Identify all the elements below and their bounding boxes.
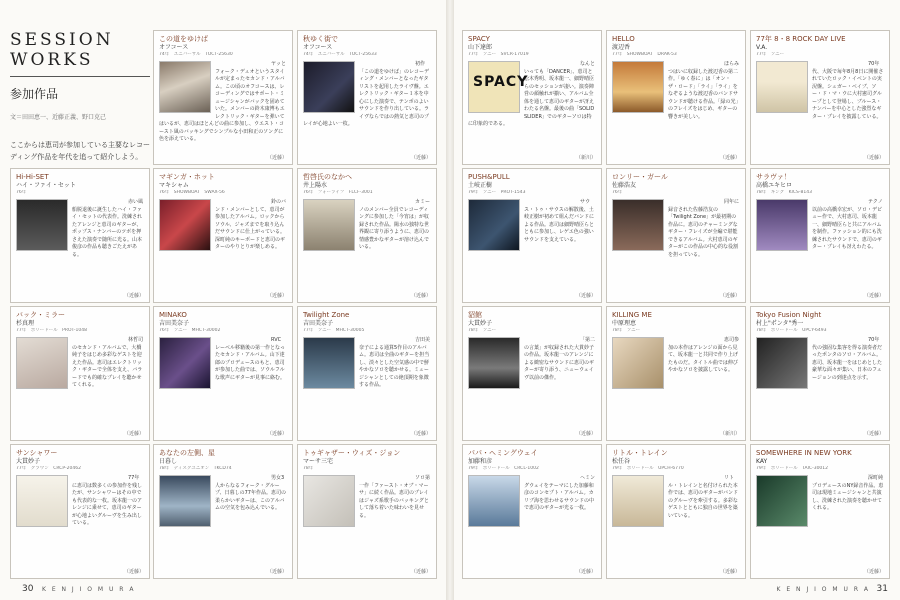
- album-title: この道をゆけば: [159, 35, 208, 43]
- review-author: （近藤）: [863, 431, 884, 437]
- review-author: （近藤）: [123, 293, 144, 299]
- album-meta: 74年 ユニバーサル TOCT-25633: [303, 52, 377, 57]
- album-artist: 松任谷: [612, 458, 631, 465]
- album-artist: 村上"ポンタ"秀一: [756, 320, 804, 327]
- album-title: Hi-Hi-SET: [16, 173, 49, 181]
- album-title: MINAKO: [159, 311, 187, 319]
- album-meta: 76年 SHOWBOAT SWAX-56: [159, 190, 225, 195]
- album-card: [153, 168, 293, 303]
- album-review: 77年に恵司は数多くの参加作を残したが、サンシャワーはその中でも代表的な一枚。坂本龍一のアレンジに乗せて、恵司のギターが心地よいグルーヴを生み出している。: [72, 475, 143, 526]
- album-meta: 78年 ディスクユニオン TKCD74: [159, 466, 232, 471]
- album-artist: オフコース: [303, 44, 333, 51]
- album-cover-image: [756, 475, 808, 527]
- album-card: [153, 306, 293, 441]
- album-cover-image: [612, 475, 664, 527]
- album-artist: 大貫妙子: [468, 320, 493, 327]
- album-cover-image: [16, 475, 68, 527]
- album-meta: 79年 ポリードール TAIC-30012: [756, 466, 829, 471]
- album-review: ヘミングウェイをテーマにした加藤和彦のコンセプト・アルバム。カリブ海を思わせるサウンドの中で恵司のギターが光る一枚。: [524, 475, 596, 511]
- review-author: （近藤）: [410, 293, 431, 299]
- review-author: （近藤）: [863, 569, 884, 575]
- album-cover-image: [468, 337, 520, 389]
- album-meta: 76年 フォーライフ FLCF-3001: [303, 190, 373, 195]
- album-review: 同年に録音された佐藤浩友の「Twilight Zone」が最初期の作品に。恵司のチャーミングなギター・フレイズが全編で堪能できるアルバム。大村恵司のギターがこの作品の中心的な役割を担っている。: [668, 199, 740, 258]
- album-meta: 78年 ソニー: [468, 328, 497, 333]
- album-cover-image: [159, 199, 211, 251]
- album-cover-image: [303, 61, 355, 113]
- album-meta: 78年 キング KICS-8143: [756, 190, 812, 195]
- footer-brand-left: K E N J I O M U R A: [42, 586, 136, 593]
- review-author: （近藤）: [266, 155, 287, 161]
- album-card: [462, 444, 602, 579]
- album-cover-image: [468, 475, 520, 527]
- album-meta: 78年 ポリードール UPCY-6493: [756, 328, 827, 333]
- album-cover-image: [468, 61, 529, 113]
- album-cover-image: [756, 337, 808, 389]
- album-card: [462, 30, 602, 165]
- album-artist: マキシャム: [159, 182, 189, 189]
- album-card: [750, 306, 890, 441]
- album-artist: オフコース: [159, 44, 189, 51]
- album-review: なんといっても「DANCER」、恵司と松木秀明、坂本龍一、細野晴臣らのセッションが凄い。演奏陣営の顔触れが揃い、アルバム全体を通して恵司のギターが冴えわたる名盤。最後の曲「SOLID SLIDER」でのギターソロは特に印象的である。: [468, 61, 596, 127]
- album-meta: 76年: [612, 190, 623, 195]
- album-title: 77年 8・8 ROCK DAY LIVE: [756, 35, 846, 43]
- album-artist: 吉田美奈子: [303, 320, 334, 327]
- album-cover-image: [756, 199, 808, 251]
- lead-text: ここからは恵司が参加している主要なレコーディング作品を年代を追って紹介しよう。: [10, 141, 150, 161]
- album-meta: 77年 ソニー MHCT-30005: [303, 328, 365, 333]
- review-author: （近藤）: [266, 431, 287, 437]
- album-title: 貂館: [468, 311, 482, 319]
- album-review: リトル・トレインと名付けられた本作では、恵司のギターがバンドのグルーヴを牽引する。多彩なゲストとともに独自の世界を築いている。: [668, 475, 738, 519]
- album-review: 男女3人からなるフォーク・グループ、日暮しの77年作品。恵司の柔らかいギターは、このアルバムの空気を包み込んでいる。: [215, 475, 286, 511]
- album-review: 林哲司のセカンド・アルバムで、大橋純子をはじめ多彩なゲストを迎えた作品。恵司はエレクトリック・ギターで全体を支え、バラードでも的確なプレイを聴かせてくれる。: [72, 337, 144, 388]
- album-card: [750, 168, 890, 303]
- album-artist: 加藤和彦: [468, 458, 493, 465]
- album-card: [297, 444, 437, 579]
- album-cover-image: [159, 61, 211, 113]
- album-title: HELLO: [612, 35, 635, 43]
- review-author: （近藤）: [719, 155, 740, 161]
- album-title: ロンリー・ガール: [612, 173, 668, 181]
- review-author: （近藤）: [123, 431, 144, 437]
- section-title-line2: WORKS: [10, 50, 94, 70]
- album-meta: 77年 ソニー: [756, 52, 785, 57]
- album-review: 「第二の言葉」が収録された大貫妙子の作品。坂本龍一のアレンジによる緻密なサウンドに恵司のギターが寄り添う、ニューウェイヴ以前の傑作。: [524, 337, 596, 381]
- album-card: [750, 30, 890, 165]
- album-card: [297, 306, 437, 441]
- album-review: ソロ第一作「ファースト・オブ・マーサ」に続く作品。恵司のプレイはジャズ系歌手のバッキングとして落ち着いた味わいを見せる。: [359, 475, 431, 519]
- album-meta: 79年 ポリードール CRCL-1002: [468, 466, 539, 471]
- album-cover-image: [303, 475, 355, 527]
- album-title: SOMEWHERE IN NEW YORK: [756, 449, 852, 457]
- album-title: Tokyo Fusion Night: [756, 311, 822, 319]
- album-card: [606, 30, 746, 165]
- album-meta: 76年: [16, 190, 27, 195]
- album-meta: 76年 ソニー MHCT-30002: [159, 328, 221, 333]
- album-artist: ハイ・ファイ・セット: [16, 182, 76, 189]
- album-artist: V.A.: [756, 44, 768, 51]
- review-author: （新川）: [575, 155, 596, 161]
- album-cover-image: [468, 199, 520, 251]
- album-title: あなたの左側、星: [159, 449, 215, 457]
- album-card: [10, 306, 150, 441]
- album-artist: 日暮し: [159, 458, 178, 465]
- album-card: [606, 444, 746, 579]
- footer-brand-right: K E N J I O M U R A: [776, 586, 870, 593]
- album-title: Twilight Zone: [303, 311, 350, 319]
- album-cover-image: [159, 475, 211, 527]
- album-card: [10, 168, 150, 303]
- review-author: （近藤）: [575, 293, 596, 299]
- album-title: KILLING ME: [612, 311, 652, 319]
- album-meta: 74年 ユニバーサル TOCT-25630: [159, 52, 233, 57]
- album-title: リトル・トレイン: [612, 449, 668, 457]
- album-review: ヤッとフォーク・デュオというスタイルが定まったセカンド・アルバム。この頃のオフコースは、レコーディングではサポート・ミュージシャンがバックを固めていた。メンバーの鈴木康博もエレクトリック・ギターを弾いてはいるが、恵司はほとんどの曲に参加し、ウエスト・コースト風のバッキングでシンプルな小田和正のソングに色を添えている。: [159, 61, 287, 142]
- album-title: サンシャワー: [16, 449, 58, 457]
- album-cover-image: [756, 61, 808, 113]
- album-card: [462, 306, 602, 441]
- section-title-line1: SESSION: [10, 30, 114, 50]
- book-gutter: [446, 0, 454, 600]
- album-review: 70年代の強固な集客を得る演奏者だったポンタのソロ・アルバム。恵司、坂本龍一をはじめとした豪華な面々が集い、日本のフュージョンの到達点を示す。: [812, 337, 883, 381]
- review-author: （近藤）: [266, 293, 287, 299]
- review-author: （新川）: [719, 431, 740, 437]
- album-title: パパ・ヘミングウェイ: [468, 449, 538, 457]
- album-review: 深町純プロデュースのNY録音作品。恵司は現地ミュージシャンと共演し、洗練された演奏を聴かせてくれる。: [812, 475, 884, 511]
- album-title: サラヴァ！: [756, 173, 791, 181]
- album-title: SPACY: [468, 35, 490, 43]
- album-cover-image: [303, 337, 355, 389]
- review-author: （近藤）: [123, 569, 144, 575]
- album-card: [750, 444, 890, 579]
- review-author: （近藤）: [266, 569, 287, 575]
- album-review: ほらみつはいに収録した渡辺香の第二作。「ゆく春に」は「オン・ザ・ロード」「ライ」「ライ」をなぞるような渡辺香のバンドサウンドが聴ける作品。「緑の光」のフレイズをはじめ、ギターの響きが美しい。: [668, 61, 740, 120]
- album-meta: 77年 SHOWBOAT DRAK-53: [612, 52, 677, 57]
- album-artist: KAY: [756, 458, 768, 465]
- review-author: （近藤）: [863, 293, 884, 299]
- album-cover-image: [612, 61, 664, 113]
- album-artist: 中原理恵: [612, 320, 637, 327]
- album-title: 秋ゆく街で: [303, 35, 338, 43]
- album-review: サウス・トゥ・サウスの解散後、土岐正樹が初めて組んだバンドによる作品。恵司は細野晴臣らとともに参加し、レゲエ色の強いサウンドを支えている。: [524, 199, 595, 243]
- album-review: テクノ以前の高橋幸宏が、ソロ・デビュー作で、大村恵司、坂本龍一、細野晴臣らと共にアルバムを制作。ファッション的にも洗練されたサウンドで、恵司のギター・プレイも冴えわたる。: [812, 199, 883, 250]
- album-artist: 杉真理: [16, 320, 35, 327]
- album-cover-image: [16, 199, 68, 251]
- album-meta: 77年 ソニー SVCR-17019: [468, 52, 529, 57]
- album-card: [153, 444, 293, 579]
- album-artist: 大貫妙子: [16, 458, 41, 465]
- album-artist: 佐藤浩友: [612, 182, 637, 189]
- album-meta: 79年 ポリードール UPCH-6770: [612, 466, 684, 471]
- album-artist: 井上陽水: [303, 182, 328, 189]
- left-page: [0, 0, 446, 600]
- album-review: 70年代、大阪で毎年8月8日に開催されていたロック・イベントの実況盤。シュガー・ベイブ、ソー・ド・マ・ウに大村憲司グループとして登場し、ブルース・ナンバーを中心とした強烈なギター・プレイを披露している。: [812, 61, 884, 120]
- album-meta: 77年 クラウン CRCP-20462: [16, 466, 81, 471]
- author-credit: 文＝田田恵一、近藤正義、野口克己: [10, 114, 107, 121]
- album-cover-image: [16, 337, 68, 389]
- album-title: トゥギャザー・ウィズ・ジョン: [303, 449, 401, 457]
- album-title: マギンガ・ホット: [159, 173, 215, 181]
- cover-lettering: SPACY: [473, 74, 529, 90]
- album-review: RVC レーベル移籍後の第一作となったセカンド・アルバム。山下達郎のプロデュースのもと、恵司が参加した曲では、ソウルフルな歌声にギターが見事に絡む。: [215, 337, 286, 381]
- album-review: 鈴のバンド・メンバーとして、恵司が参加したアルバム。ロックからソウル、ジャズまでを取り込んだサウンドに仕上がっている。深町純のキーボードと恵司のギターのやりとりが楽しめる。: [215, 199, 287, 250]
- review-author: （近藤）: [863, 155, 884, 161]
- album-cover-image: [159, 337, 211, 389]
- album-cover-image: [303, 199, 355, 251]
- album-review: 吉田美奈子による通算5作目のアルバム。恵司は全曲のギターを担当し、淡々とした空気感の中で鮮やかなソロを聴かせる。ミュージシャンとしての絶頂期を象徴する作品。: [359, 337, 431, 388]
- album-meta: 77年 ポリードール PROT-1048: [16, 328, 87, 333]
- album-card: [297, 30, 437, 165]
- album-card: [606, 168, 746, 303]
- intro-block: [10, 30, 150, 163]
- album-review: 初作「この道をゆけば」のレコーディング・メンバーとなったギタリストを起用したライヴ盤。エレクトリック・ギター１本を中心にした演奏で、テンポのよいサウンドを作り出している。ライヴならではの熱気と恵司のプレイが心地よい一枚。: [303, 61, 430, 127]
- album-review: 赤い風船脱退後に誕生したハイ・ファイ・セットの代表作。洗練されたアレンジと恵司のギターが、ポップス・ナンバーのツボを押さえた演奏で随所に光る。山本俊彦の作品も聴きごたえがある。: [72, 199, 144, 258]
- album-title: 哲啓氏のなかへ: [303, 173, 352, 181]
- review-author: （近藤）: [410, 155, 431, 161]
- album-artist: 土岐正樹: [468, 182, 493, 189]
- review-author: （近藤）: [410, 431, 431, 437]
- album-card: [297, 168, 437, 303]
- right-page: [454, 0, 900, 600]
- album-review: 恵司参加の本作はアレンジの面から見て、坂本龍一と共同で作り上げたものだ。タイトル曲では伸びやかなソロを披露している。: [668, 337, 740, 373]
- review-author: （近藤）: [719, 293, 740, 299]
- album-meta: 79年 ソニー PROT-1543: [468, 190, 526, 195]
- review-author: （近藤）: [575, 569, 596, 575]
- page-number-right: 31: [876, 584, 888, 594]
- album-title: PUSH&PULL: [468, 173, 510, 181]
- review-author: （近藤）: [719, 569, 740, 575]
- section-subtitle: 参加作品: [10, 87, 59, 101]
- page-number-left: 30: [22, 584, 34, 594]
- album-meta: 78年 ソニー: [612, 328, 641, 333]
- album-card: [10, 444, 150, 579]
- album-artist: 吉田美奈子: [159, 320, 190, 327]
- album-artist: 高橋ユキヒロ: [756, 182, 793, 189]
- album-artist: マーサ三宅: [303, 458, 334, 465]
- album-artist: 渡辺香: [612, 44, 631, 51]
- album-card: [153, 30, 293, 165]
- album-card: [606, 306, 746, 441]
- album-artist: 山下達郎: [468, 44, 493, 51]
- album-cover-image: [612, 199, 664, 251]
- album-meta: 78年: [303, 466, 314, 471]
- album-card: [462, 168, 602, 303]
- review-author: （近藤）: [410, 569, 431, 575]
- review-author: （近藤）: [575, 431, 596, 437]
- album-review: カミーノのメンバー全員でレコーディングに参加した「今宵は」が収録された作品。陽水の独特な世界観に寄り添うように、恵司の情感豊かなギターが溶け込んでいる。: [359, 199, 431, 250]
- title-rule: [10, 76, 150, 77]
- album-cover-image: [612, 337, 664, 389]
- album-title: バック・ミラー: [16, 311, 65, 319]
